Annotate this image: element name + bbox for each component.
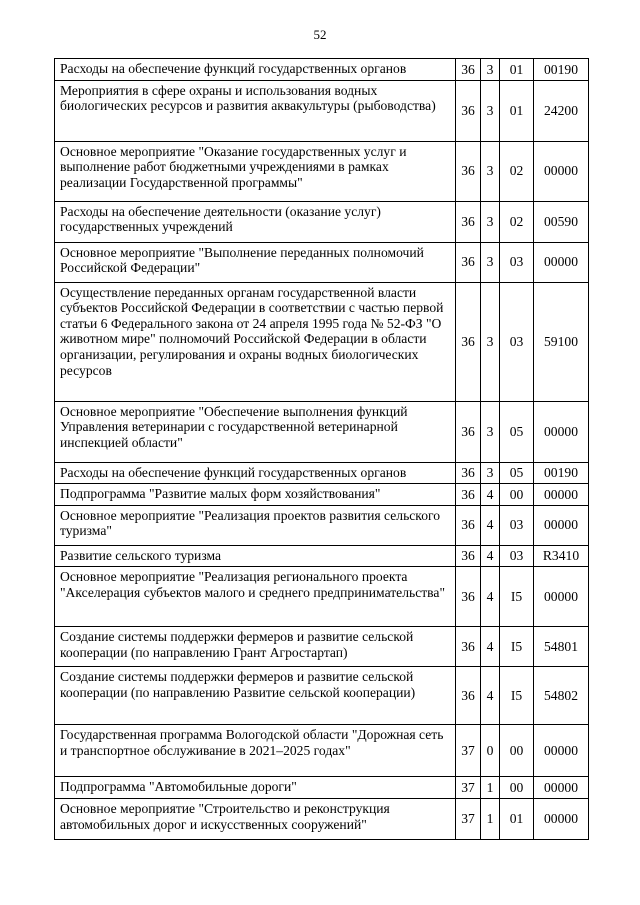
table-row xyxy=(55,80,589,141)
expense-code-cell: 00590 xyxy=(534,201,589,242)
expense-code-cell: 00000 xyxy=(534,484,589,506)
table-row xyxy=(55,141,589,201)
table-row xyxy=(55,667,589,725)
program-code-cell: 36 xyxy=(456,462,481,484)
direction-code-cell: 00 xyxy=(500,725,534,777)
table-row xyxy=(55,798,589,839)
subprogram-code-cell: 3 xyxy=(481,141,500,201)
table-row xyxy=(55,545,589,567)
table-row xyxy=(55,567,589,627)
subprogram-code-cell: 1 xyxy=(481,798,500,839)
expense-code-cell: 54801 xyxy=(534,627,589,667)
program-code-cell: 36 xyxy=(456,80,481,141)
row-name-cell: Расходы на обеспечение функций государственных органов xyxy=(55,462,456,484)
direction-code-cell: I5 xyxy=(500,667,534,725)
table-row xyxy=(55,725,589,777)
row-name-cell: Расходы на обеспечение функций государственных органов xyxy=(55,59,456,81)
direction-code-cell: 00 xyxy=(500,484,534,506)
direction-code-cell: 03 xyxy=(500,505,534,545)
budget-classification-table xyxy=(54,58,589,840)
table-row xyxy=(55,777,589,799)
expense-code-cell: 24200 xyxy=(534,80,589,141)
direction-code-cell: 03 xyxy=(500,545,534,567)
direction-code-cell: 00 xyxy=(500,777,534,799)
table-row xyxy=(55,505,589,545)
expense-code-cell: 00000 xyxy=(534,567,589,627)
direction-code-cell: 05 xyxy=(500,401,534,462)
subprogram-code-cell: 4 xyxy=(481,667,500,725)
expense-code-cell: 00190 xyxy=(534,462,589,484)
expense-code-cell: 59100 xyxy=(534,282,589,401)
subprogram-code-cell: 0 xyxy=(481,725,500,777)
table-row xyxy=(55,401,589,462)
program-code-cell: 36 xyxy=(456,141,481,201)
expense-code-cell: 54802 xyxy=(534,667,589,725)
direction-code-cell: 01 xyxy=(500,80,534,141)
expense-code-cell: 00000 xyxy=(534,401,589,462)
row-name-cell: Государственная программа Вологодской области "Дорожная сеть и транспортное обслуживание в 2021–2025 годах" xyxy=(55,725,456,777)
row-name-cell: Мероприятия в сфере охраны и использования водных биологических ресурсов и развития аквакультуры (рыбоводства) xyxy=(55,80,456,141)
direction-code-cell: 02 xyxy=(500,141,534,201)
table-row xyxy=(55,282,589,401)
row-name-cell: Основное мероприятие "Оказание государственных услуг и выполнение работ бюджетными учреждениями в рамках реализации Государственной программы" xyxy=(55,141,456,201)
subprogram-code-cell: 3 xyxy=(481,80,500,141)
program-code-cell: 37 xyxy=(456,798,481,839)
row-name-cell: Расходы на обеспечение деятельности (оказание услуг) государственных учреждений xyxy=(55,201,456,242)
table-row xyxy=(55,242,589,282)
program-code-cell: 36 xyxy=(456,242,481,282)
subprogram-code-cell: 3 xyxy=(481,242,500,282)
program-code-cell: 36 xyxy=(456,567,481,627)
table-row xyxy=(55,462,589,484)
program-code-cell: 36 xyxy=(456,505,481,545)
subprogram-code-cell: 4 xyxy=(481,545,500,567)
expense-code-cell: 00190 xyxy=(534,59,589,81)
table-row xyxy=(55,59,589,81)
row-name-cell: Подпрограмма "Развитие малых форм хозяйствования" xyxy=(55,484,456,506)
subprogram-code-cell: 3 xyxy=(481,59,500,81)
subprogram-code-cell: 3 xyxy=(481,282,500,401)
expense-code-cell: 00000 xyxy=(534,141,589,201)
direction-code-cell: 03 xyxy=(500,282,534,401)
direction-code-cell: 01 xyxy=(500,798,534,839)
direction-code-cell: 01 xyxy=(500,59,534,81)
expense-code-cell: 00000 xyxy=(534,798,589,839)
row-name-cell: Подпрограмма "Автомобильные дороги" xyxy=(55,777,456,799)
table-row xyxy=(55,627,589,667)
subprogram-code-cell: 3 xyxy=(481,401,500,462)
expense-code-cell: 00000 xyxy=(534,505,589,545)
program-code-cell: 36 xyxy=(456,667,481,725)
program-code-cell: 36 xyxy=(456,627,481,667)
program-code-cell: 36 xyxy=(456,484,481,506)
row-name-cell: Основное мероприятие "Реализация проектов развития сельского туризма" xyxy=(55,505,456,545)
row-name-cell: Основное мероприятие "Реализация регионального проекта "Акселерация субъектов малого и среднего предпринимательства" xyxy=(55,567,456,627)
expense-code-cell: 00000 xyxy=(534,777,589,799)
table-body xyxy=(55,59,589,840)
row-name-cell: Осуществление переданных органам государственной власти субъектов Российской Федерации в соответствии с частью первой статьи 6 Федерального закона от 24 апреля 1995 года № 52-ФЗ "О животном мире" полномочий Российской Федерации в области организации, регулирования и охраны водных биологических ресурсов xyxy=(55,282,456,401)
direction-code-cell: I5 xyxy=(500,627,534,667)
page-number: 52 xyxy=(313,27,327,42)
direction-code-cell: 05 xyxy=(500,462,534,484)
direction-code-cell: I5 xyxy=(500,567,534,627)
subprogram-code-cell: 1 xyxy=(481,777,500,799)
program-code-cell: 36 xyxy=(456,545,481,567)
table-row xyxy=(55,484,589,506)
row-name-cell: Развитие сельского туризма xyxy=(55,545,456,567)
program-code-cell: 36 xyxy=(456,59,481,81)
direction-code-cell: 03 xyxy=(500,242,534,282)
direction-code-cell: 02 xyxy=(500,201,534,242)
subprogram-code-cell: 3 xyxy=(481,201,500,242)
row-name-cell: Основное мероприятие "Выполнение переданных полномочий Российской Федерации" xyxy=(55,242,456,282)
expense-code-cell: R3410 xyxy=(534,545,589,567)
program-code-cell: 36 xyxy=(456,201,481,242)
table-row xyxy=(55,201,589,242)
subprogram-code-cell: 4 xyxy=(481,484,500,506)
row-name-cell: Создание системы поддержки фермеров и развитие сельской кооперации (по направлению Грант Агростартап) xyxy=(55,627,456,667)
row-name-cell: Основное мероприятие "Обеспечение выполнения функций Управления ветеринарии с государственной ветеринарной инспекцией области" xyxy=(55,401,456,462)
expense-code-cell: 00000 xyxy=(534,242,589,282)
subprogram-code-cell: 4 xyxy=(481,567,500,627)
program-code-cell: 36 xyxy=(456,282,481,401)
row-name-cell: Создание системы поддержки фермеров и развитие сельской кооперации (по направлению Развитие сельской кооперации) xyxy=(55,667,456,725)
subprogram-code-cell: 4 xyxy=(481,627,500,667)
expense-code-cell: 00000 xyxy=(534,725,589,777)
subprogram-code-cell: 4 xyxy=(481,505,500,545)
subprogram-code-cell: 3 xyxy=(481,462,500,484)
program-code-cell: 36 xyxy=(456,401,481,462)
program-code-cell: 37 xyxy=(456,777,481,799)
program-code-cell: 37 xyxy=(456,725,481,777)
row-name-cell: Основное мероприятие "Строительство и реконструкция автомобильных дорог и искусственных сооружений" xyxy=(55,798,456,839)
